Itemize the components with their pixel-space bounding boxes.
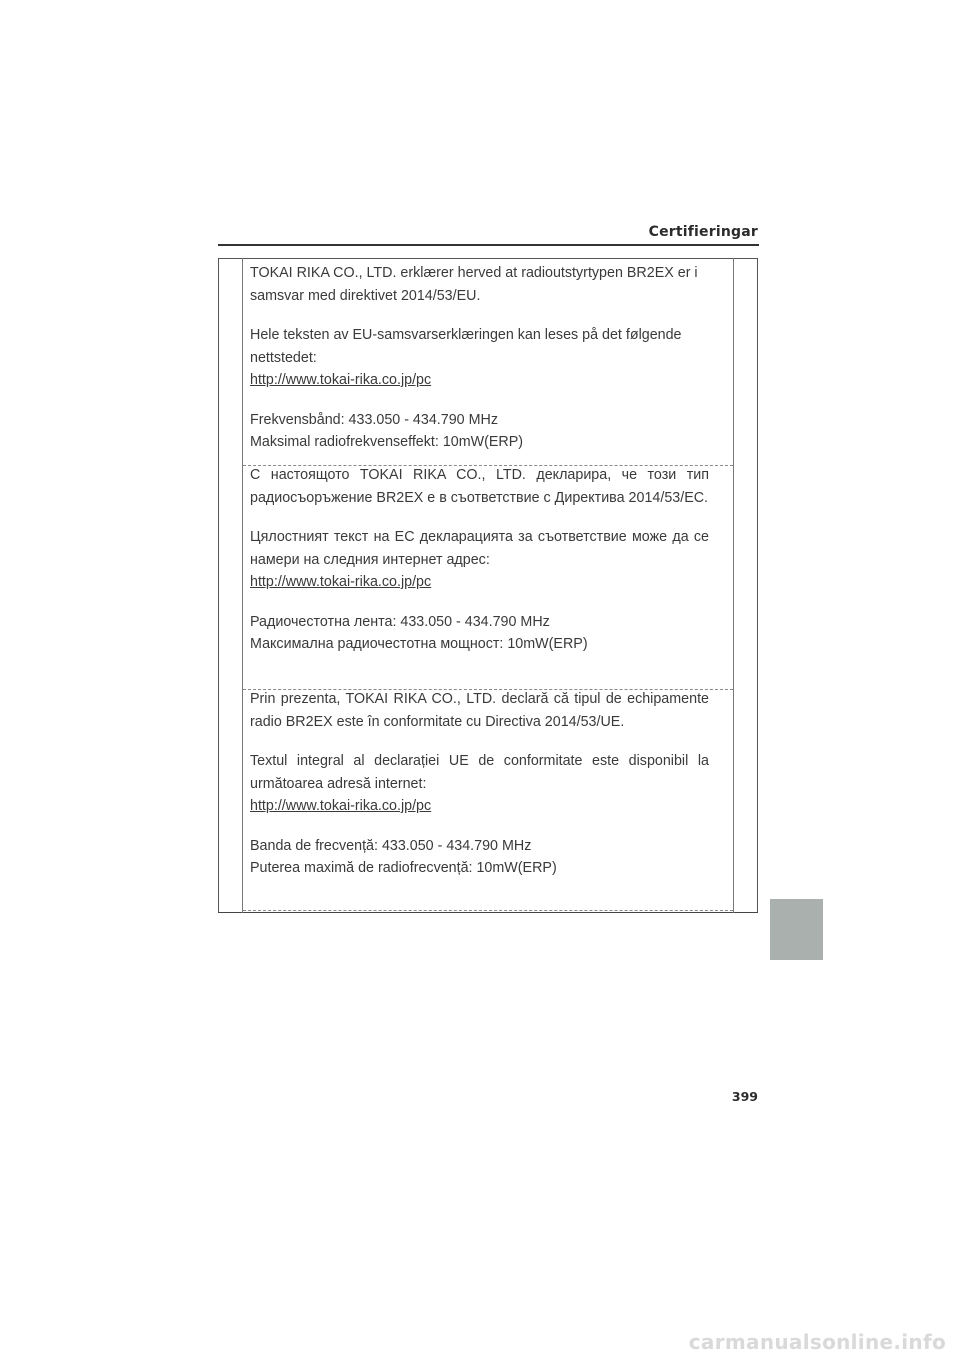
max-power: Максимална радиочестотна мощност: 10mW(ERP) (250, 636, 588, 652)
section-divider (243, 910, 733, 911)
frequency-band: Радиочестотна лента: 433.050 - 434.790 MHz (250, 613, 550, 630)
max-power: Maksimal radiofrekvenseffekt: 10mW(ERP) (250, 434, 524, 450)
page-header-title: Certifieringar (648, 224, 758, 240)
section-norwegian (250, 262, 709, 454)
section-bulgarian (250, 464, 709, 656)
fulltext-intro-text: Hele teksten av EU-samsvarserklæringen kan leses på det følgende nettstedet: (250, 327, 682, 366)
page-number: 399 (731, 1089, 758, 1104)
declaration-text: TOKAI RIKA CO., LTD. erklærer herved at radioutstyrtypen BR2EX er i samsvar med direktivet 2014/53/EU. (250, 265, 698, 304)
declaration-url-link[interactable]: http://www.tokai-rika.co.jp/pc (250, 372, 432, 388)
radio-specs (250, 611, 709, 656)
frequency-band: Frekvensbånd: 433.050 - 434.790 MHz (250, 411, 498, 428)
watermark: carmanualsonline.info (688, 1330, 946, 1354)
header-rule (218, 244, 759, 246)
radio-specs (250, 835, 709, 880)
fulltext-intro (250, 750, 709, 818)
radio-specs (250, 409, 709, 454)
fulltext-intro-text: Цялостният текст на ЕС декларацията за съответствие може да се намери на следния интернет адрес: (250, 529, 709, 568)
fulltext-intro-text: Textul integral al declarației UE de conformitate este disponibil la următoarea adresă internet: (250, 753, 709, 792)
max-power: Puterea maximă de radiofrecvență: 10mW(ERP) (250, 860, 557, 876)
fulltext-intro (250, 526, 709, 594)
frequency-band: Banda de frecvență: 433.050 - 434.790 MHz (250, 837, 532, 854)
section-romanian (250, 688, 709, 880)
declaration-url-link[interactable]: http://www.tokai-rika.co.jp/pc (250, 574, 432, 590)
chapter-side-tab (770, 899, 823, 960)
declaration-text: Prin prezenta, TOKAI RIKA CO., LTD. declară că tipul de echipamente radio BR2EX este în conformitate cu Directiva 2014/53/UE. (250, 691, 709, 730)
fulltext-intro (250, 324, 709, 392)
declaration-url-link[interactable]: http://www.tokai-rika.co.jp/pc (250, 798, 432, 814)
declaration-text: С настоящото TOKAI RIKA CO., LTD. декларира, че този тип радиосъоръжение BR2EX е в съответствие с Директива 2014/53/ЕС. (250, 467, 709, 506)
